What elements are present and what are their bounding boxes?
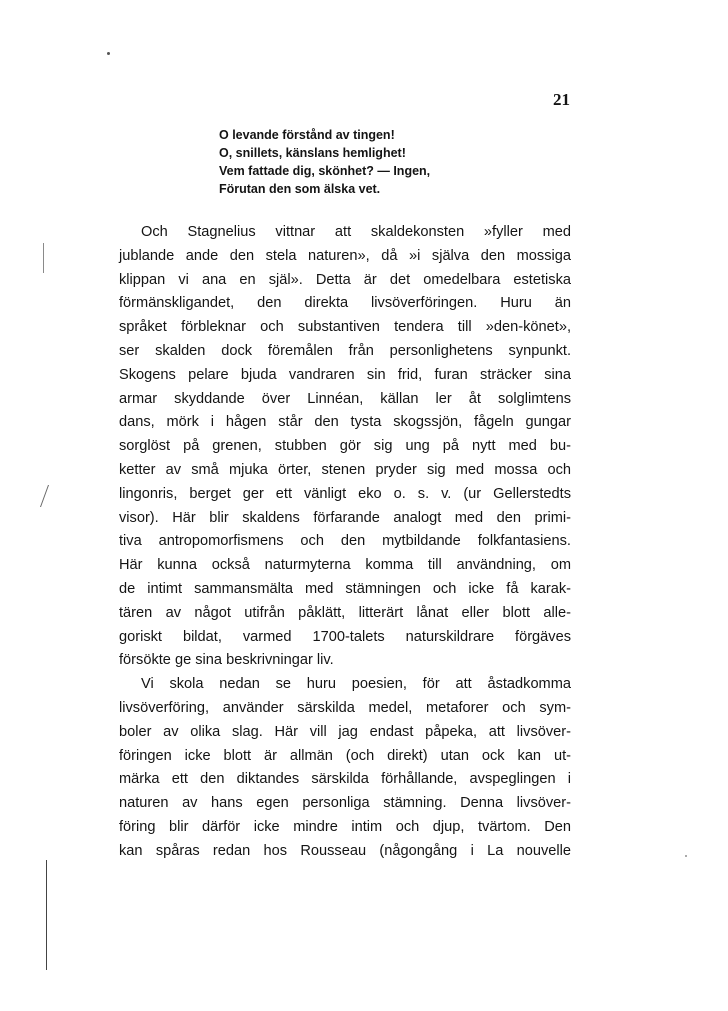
text-line: ser skalden dock föremålen från personlighetens synpunkt. (119, 342, 571, 359)
text-line: de intimt sammansmälta med stämningen och icke få karak- (119, 580, 571, 597)
text-line: naturen av hans egen personliga stämning. Denna livsöver- (119, 795, 571, 812)
text-line: försökte ge sina beskrivningar liv. (119, 652, 334, 669)
text-line: ketter av små mjuka örter, stenen pryder sig med mossa och (119, 461, 571, 478)
scan-speck (107, 52, 110, 55)
poem-line: Förutan den som älska vet. (219, 182, 381, 196)
margin-pencil-mark (43, 243, 44, 273)
margin-pencil-mark (46, 860, 47, 970)
paragraph (119, 673, 571, 863)
text-line: tären av något utifrån påklätt, litterärt lånat eller blott alle- (119, 604, 571, 621)
text-line: sorglöst på grenen, stubben gör sig ung på nytt med bu- (119, 438, 571, 455)
text-line: dans, mörk i hågen står den tysta skogssjön, fågeln gungar (119, 414, 571, 431)
text-line: goriskt bildat, varmed 1700-talets naturskildrare förgäves (119, 628, 571, 645)
text-line: armar skyddande över Linnéan, källan ler åt solglimtens (119, 390, 571, 407)
page-number: 21 (553, 90, 570, 109)
poem-line: Vem fattade dig, skönhet? — Ingen, (219, 164, 431, 178)
text-line: Och Stagnelius vittnar att skaldekonsten »fyller med (141, 224, 571, 240)
text-line: förmänskligandet, den direkta livsöverföringen. Huru än (119, 295, 571, 312)
text-line: Vi skola nedan se huru poesien, för att åstadkomma (141, 676, 571, 693)
text-line: lingonris, berget ger ett vänligt eko o. s. v. (ur Gellerstedts (119, 485, 571, 502)
poem-line: O, snillets, känslans hemlighet! (219, 146, 406, 160)
paragraph (119, 221, 571, 673)
text-line: boler av olika slag. Här vill jag endast påpeka, att livsöver- (119, 723, 571, 740)
poem-line: O levande förstånd av tingen! (219, 128, 395, 142)
body-text (119, 221, 571, 864)
text-line: Här kunna också naturmyterna komma till användning, om (119, 557, 571, 574)
text-line: livsöverföring, använder särskilda medel, metaforer och sym- (119, 699, 571, 716)
text-line: föringen icke blott är allmän (och direkt) utan ock kan ut- (119, 747, 571, 764)
poem-quote (219, 126, 519, 198)
text-line: visor). Här blir skaldens förfarande analogt med den primi- (119, 509, 571, 526)
margin-pencil-mark (40, 485, 49, 507)
text-line: klippan vi ana en själ». Detta är det omedelbara estetiska (119, 271, 571, 288)
text-line: märka ett den diktandes särskilda förhållande, avspeglingen i (119, 771, 571, 788)
text-line: tiva antropomorfismens och den mytbildande folkfantasiens. (119, 533, 571, 550)
text-line: jublande ande den stela naturen», då »i själva den mossiga (119, 247, 571, 264)
text-line: Skogens pelare bjuda vandraren sin frid, furan sträcker sina (119, 366, 571, 383)
text-line: föring blir därför icke mindre intim och djup, tvärtom. Den (119, 818, 571, 835)
text-line: kan spåras redan hos Rousseau (någongång i La nouvelle (119, 842, 571, 859)
scan-speck (685, 855, 687, 857)
text-line: språket förbleknar och substantiven tendera till »den-könet», (119, 319, 571, 336)
